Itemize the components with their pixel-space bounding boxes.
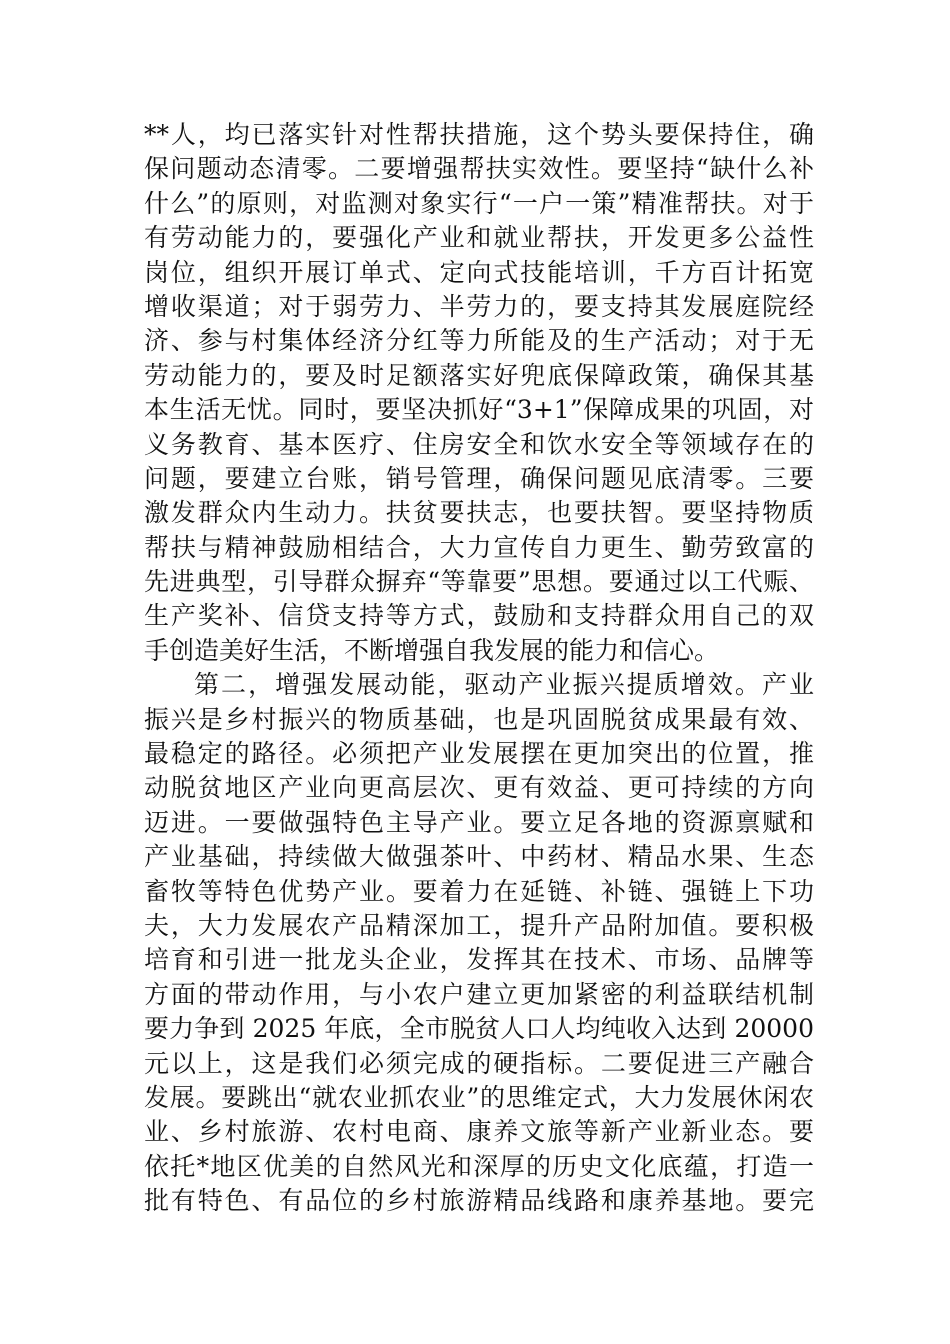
text-line: 保问题动态清零。二要增强帮扶实效性。要坚持“缺什么补 [144, 154, 814, 184]
text-line: 批有特色、有品位的乡村旅游精品线路和康养基地。要完 [144, 1186, 814, 1216]
text-line: 什么”的原则，对监测对象实行“一户一策”精准帮扶。对于 [144, 188, 814, 218]
text-line: 激发群众内生动力。扶贫要扶志，也要扶智。要坚持物质 [144, 498, 814, 528]
text-line: 劳动能力的，要及时足额落实好兜底保障政策，确保其基 [144, 360, 814, 390]
text-line: 振兴是乡村振兴的物质基础，也是巩固脱贫成果最有效、 [144, 704, 814, 734]
text-line: 培育和引进一批龙头企业，发挥其在技术、市场、品牌等 [144, 945, 814, 975]
text-line: 最稳定的路径。必须把产业发展摆在更加突出的位置，推 [144, 739, 814, 769]
text-line: 元以上，这是我们必须完成的硬指标。二要促进三产融合 [144, 1048, 814, 1078]
text-line: 先进典型，引导群众摒弃“等靠要”思想。要通过以工代赈、 [144, 567, 814, 597]
text-line: 依托*地区优美的自然风光和深厚的历史文化底蕴，打造一 [144, 1151, 814, 1181]
text-line: 要力争到 2025 年底，全市脱贫人口人均纯收入达到 20000 [144, 1014, 814, 1044]
text-line: 畜牧等特色优势产业。要着力在延链、补链、强链上下功 [144, 876, 814, 906]
text-line: 济、参与村集体经济分红等力所能及的生产活动；对于无 [144, 326, 814, 356]
text-line: 本生活无忧。同时，要坚决抓好“3+1”保障成果的巩固，对 [144, 395, 814, 425]
text-line: 生产奖补、信贷支持等方式，鼓励和支持群众用自己的双 [144, 601, 814, 631]
text-line: 手创造美好生活，不断增强自我发展的能力和信心。 [144, 635, 720, 665]
body-text [144, 118, 814, 1219]
text-line: 增收渠道；对于弱劳力、半劳力的，要支持其发展庭院经 [144, 291, 814, 321]
text-line: 岗位，组织开展订单式、定向式技能培训，千方百计拓宽 [144, 257, 814, 287]
text-line: 迈进。一要做强特色主导产业。要立足各地的资源禀赋和 [144, 807, 814, 837]
text-line: 业、乡村旅游、农村电商、康养文旅等新产业新业态。要 [144, 1117, 814, 1147]
text-line: 动脱贫地区产业向更高层次、更有效益、更可持续的方向 [144, 773, 814, 803]
text-line: 有劳动能力的，要强化产业和就业帮扶，开发更多公益性 [144, 223, 814, 253]
text-line: 方面的带动作用，与小农户建立更加紧密的利益联结机制 [144, 979, 814, 1009]
text-line: 帮扶与精神鼓励相结合，大力宣传自力更生、勤劳致富的 [144, 532, 814, 562]
text-line: **人，均已落实针对性帮扶措施，这个势头要保持住，确 [144, 120, 814, 149]
text-line: 发展。要跳出“就农业抓农业”的思维定式，大力发展休闲农 [144, 1082, 814, 1112]
paragraph-start-line: 第二，增强发展动能，驱动产业振兴提质增效。产业 [194, 670, 814, 700]
text-line: 问题，要建立台账，销号管理，确保问题见底清零。三要 [144, 463, 814, 493]
text-line: 产业基础，持续做大做强茶叶、中药材、精品水果、生态 [144, 842, 814, 872]
text-line: 夫，大力发展农产品精深加工，提升产品附加值。要积极 [144, 910, 814, 940]
text-line: 义务教育、基本医疗、住房安全和饮水安全等领域存在的 [144, 429, 814, 459]
